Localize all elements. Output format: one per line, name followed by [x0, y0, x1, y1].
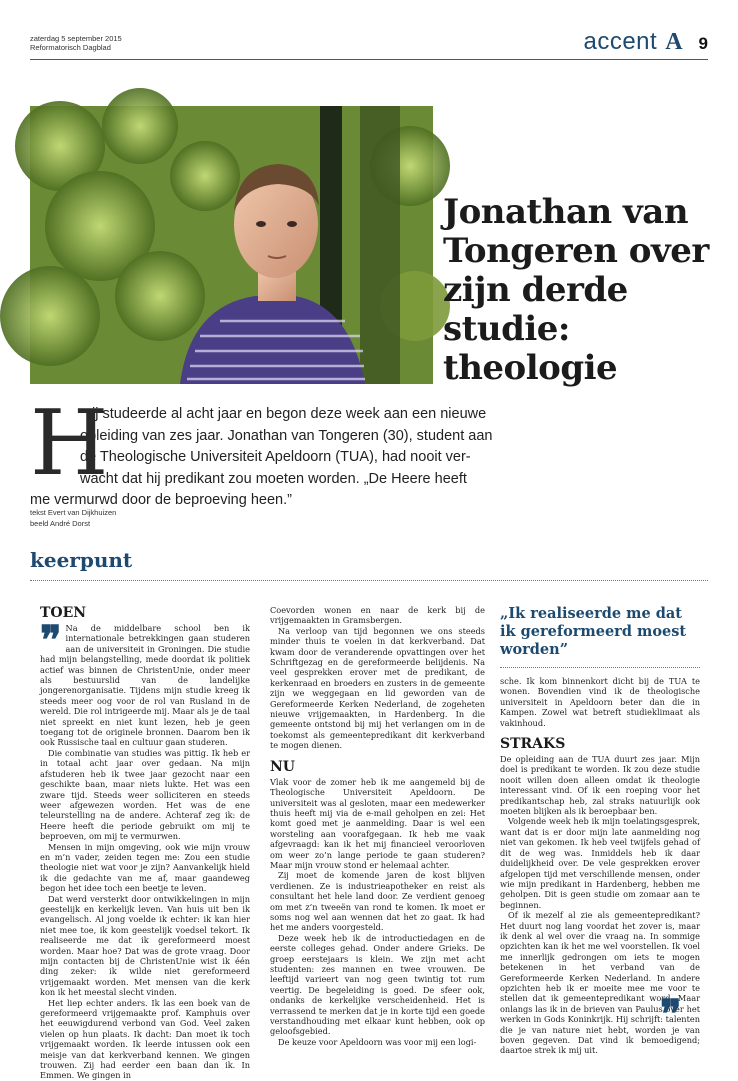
paragraph: Dat werd versterkt door ontwikkelingen in mijn geestelijk en kerkelijk leven. Van huis uit ben ik evangelisch. Al jong voelde ik echter: ik kan hier niet mee toe, ik kom geestelijk voedsel tekort. Ik realiseerde me dat ik gereformeerd moest worden. Maar hoe? Dat was de grote vraag. Door mijn contacten bij de ChristenUnie wist ik één ding zeker: ik wilde niet gereformeerd vrijgemaakt worden. Met mensen van die kerk kon ik het meestal slecht vinden.	[40, 893, 250, 998]
column-middle	[270, 605, 485, 1047]
column-straks	[500, 605, 700, 1056]
paragraph: De opleiding aan de TUA duurt zes jaar. Mijn doel is predikant te worden. Ik zou deze studie nooit willen doen alleen omdat ik theologie interessant vind. Of ik een roeping voor het predikantschap heb, zal straks natuurlijk ook moeten blijken als ik beroepbaar ben.	[500, 754, 700, 817]
paragraph: Na verloop van tijd begonnen we ons steeds minder thuis te voelen in dat kerkverband. Dat kwam door de veranderende opvattingen over het Schriftgezag en de gereformeerde belijdenis. Na veel gesprekken erover met de predikant, de kerkenraad en broeders en zusters in de gemeente zijn we weggegaan en lid geworden van de Gereformeerde Kerken Nederland, de zogeheten nieuwe vrijgemaakten, in Hardenberg. In die gemeente ontstond bij mij het verlangen om in de toekomst als gemeentepredikant dit kerkverband te mogen dienen.	[270, 625, 485, 751]
paragraph: Die combinatie van studies was pittig. Ik heb er in totaal acht jaar over gedaan. Na mijn afstuderen heb ik twee jaar gezocht naar een geschikte baan, maar niets lukte. Het was een zware tijd. Steeds weer solliciteren en steeds weer afgewezen worden. Het was de ene teleurstelling na de andere. Achteraf zeg ik: de Heere heeft die periode gebruikt om mij te beproeven, om mij te vermurwen.	[40, 747, 250, 842]
section-name: accent	[583, 28, 658, 55]
page-header	[30, 30, 708, 60]
paragraph: Volgende week heb ik mijn toelatingsgesprek, want dat is er door mijn late aanmelding nog niet van gekomen. Ik heb veel twijfels gehad of dit de weg was. Inmiddels heb ik daar duidelijkheid over. De vele gesprekken erover afgelopen tijd met verschillende mensen, onder wie mijn predikant in Hardenberg, hebben me geholpen. Dit is geen studie om zomaar aan te beginnen.	[500, 816, 700, 910]
header-publication: Reformatorisch Dagblad	[30, 43, 111, 52]
paragraph: sche. Ik kom binnenkort dicht bij de TUA te wonen. Bovendien vind ik de theologische universiteit in Apeldoorn beter dan die in Kampen. Zowel wat betreft studieklimaat als vakinhoud.	[500, 676, 700, 728]
section-label: keerpunt	[30, 548, 133, 572]
pull-quote: „Ik realiseerde me dat ik gereformeerd moest worden”	[500, 605, 700, 668]
intro-lead	[30, 391, 570, 512]
portrait-photo-icon	[30, 106, 433, 384]
paragraph: Of ik mezelf al zie als gemeentepredikant? Het duurt nog lang voordat het zover is, maar ik denk al wel over die vraag na. In sommige opzichten kan ik het me wel voorstellen. Ik voel me innerlijk gedrongen om iets te mogen betekenen in het verband van de Gereformeerde Kerken Nederland. In andere opzichten heb ik er moeite mee me voor te stellen dat ik gemeentepredikant word. Maar onlangs las ik in de brieven van Paulus over het werken in Gods Koninkrijk. Hij schrijft: talenten die je van nature niet hebt, worden je van boven gegeven. Dat vind ik bemoedigend; daartoe strek ik mij uit.	[500, 910, 700, 1056]
header-section-block	[583, 28, 708, 56]
section-logo: A	[665, 29, 683, 55]
paragraph: Het liep echter anders. Ik las een boek van de gereformeerd vrijgemaakte prof. Kamphuis over het eeuwigdurend verbond van God. Veel zaken vielen op hun plaats. Ik dacht: Dan moet ik toch vrijgemaakt worden. Ik leerde intussen ook een meisje van dat kerkverband kennen. We gingen trouwen. Zij had eerder een baan dan ik. In Emmen. We gingen in	[40, 997, 250, 1081]
portrait-photo	[30, 106, 433, 384]
headline: Jonathan van Tongeren over zijn derde studie: theologie	[443, 192, 709, 388]
paragraph: Deze week heb ik de introductiedagen en de eerste colleges gehad. Onder andere Grieks. De groep eerstejaars is klein. We zijn met acht studenten: zes mannen en twee vrouwen. De leeftijd varieert van nog geen twintig tot rum veertig. De begeleiding is goed. De sfeer ook, ondanks de kerkelijke verscheidenheid. Het is verrassend te merken dat je in korte tijd een goede verstandhouding met elkaar kunt hebben, ook op geloofsgebied.	[270, 932, 485, 1037]
intro-line: me vermurwd door de beproeving heen.”	[30, 492, 292, 508]
paragraph: Coevorden wonen en naar de kerk bij de vrijgemaakten in Gramsbergen.	[270, 605, 485, 626]
close-quote-icon: ❞	[660, 991, 682, 1038]
paragraph: De keuze voor Apeldoorn was voor mij een logi-	[278, 1036, 477, 1047]
subheading-straks: STRAKS	[500, 736, 566, 753]
paragraph: Zij moet de komende jaren de kost blijven verdienen. Ze is industrieapotheker en reist als consultant het hele land door. Ze verdient genoeg om met z’n tweeën van rond te komen. Ik moet er soms nog wel aan wennen dat het zo gaat. Ik had het me anders voorgesteld.	[270, 870, 485, 933]
intro-text	[30, 391, 570, 512]
paragraph: Mensen in mijn omgeving, ook wie mijn vrouw en m’n vader, zeiden tegen me: Zou een studie theologie niet wat voor je zijn? Aanvankelijk hield ik die gedachte van me af, maar gaandeweg begon het idee toch een beetje te leven.	[40, 841, 250, 894]
byline-text: tekst Evert van Dijkhuizen	[30, 508, 117, 517]
byline-image: beeld André Dorst	[30, 519, 91, 528]
section-divider	[30, 580, 708, 581]
open-quote-icon: ❞	[40, 617, 62, 664]
column-toen	[40, 605, 250, 1081]
paragraph: Vlak voor de zomer heb ik me aangemeld bij de Theologische Universiteit Apeldoorn. De universiteit was al gesloten, maar een medewerker thuis heeft mij via de e-mail geholpen en zei: Het komt goed met je aanmelding. Daar is wel een worsteling aan voorafgegaan. Ik heb me vaak afgevraagd: kan ik het mij financieel veroorloven om weer zo’n lange periode te gaan studeren? Maar mijn vrouw stond er helemaal achter.	[270, 776, 485, 870]
subheading-nu: NU	[270, 758, 296, 775]
page-number: 9	[698, 34, 708, 53]
intro-line: ij studeerde al acht jaar en begon deze week aan een nieuwe	[92, 406, 487, 422]
drop-cap: H	[30, 391, 109, 496]
intro-line: de Theologische Universiteit Apeldoorn (TUA), had nooit ver-	[80, 449, 471, 465]
header-dateline	[30, 34, 122, 52]
header-date: zaterdag 5 september 2015	[30, 34, 122, 43]
subheading-toen: TOEN	[40, 605, 87, 621]
paragraph: Na de middelbare school ben ik internationale betrekkingen gaan studeren aan de universiteit in Groningen. Die studie had mijn belangstelling, mede doordat ik politiek actief was binnen de ChristenUnie, onder meer als bestuurslid van de landelijke jongerenorganisatie. Tijdens mijn studie kreeg ik steeds meer oog voor de rol van Rusland in de wereld. Die rol intrigeerde mij. Maar als je de taal niet spreekt en niet kunt lezen, heb je geen toegang tot de originele bronnen. Daarom ben ik ook Russische taal en cultuur gaan studeren.	[40, 623, 250, 748]
intro-line: wacht dat hij predikant zou moeten worden. „De Heere heeft	[80, 470, 467, 487]
intro-line: opleiding van zes jaar. Jonathan van Tongeren (30), student aan	[80, 427, 493, 444]
byline	[30, 507, 116, 529]
